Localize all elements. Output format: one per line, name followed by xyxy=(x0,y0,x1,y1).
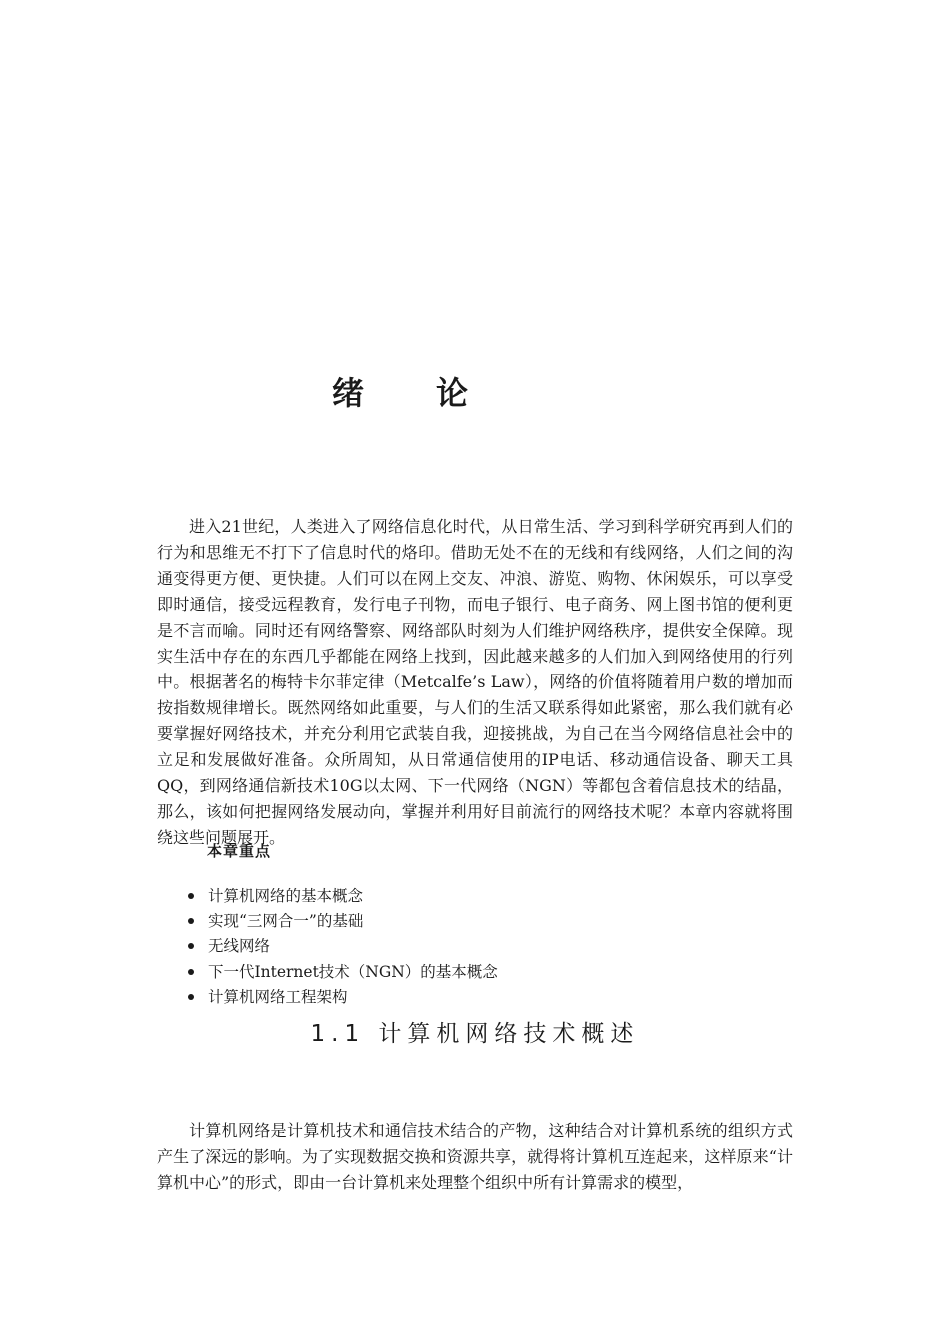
list-item-text: 下一代Internet技术（NGN）的基本概念 xyxy=(208,962,498,981)
section-heading: 1.1 计算机网络技术概述 xyxy=(310,1021,640,1047)
list-item xyxy=(186,934,498,959)
bullet-icon xyxy=(188,969,194,975)
bullet-icon xyxy=(188,893,194,899)
list-item xyxy=(186,960,498,985)
intro-paragraph: 进入21世纪，人类进入了网络信息化时代，从日常生活、学习到科学研究再到人们的行为和思维无不打下了信息时代的烙印。借助无处不在的无线和有线网络，人们之间的沟通变得更方便、更快捷。人们可以在网上交友、冲浪、游览、购物、休闲娱乐，可以享受即时通信，接受远程教育，发行电子刊物，而电子银行、电子商务、网上图书馆的便利更是不言而喻。同时还有网络警察、网络部队时刻为人们维护网络秩序，提供安全保障。现实生活中存在的东西几乎都能在网络上找到，因此越来越多的人们加入到网络使用的行列中。根据著名的梅特卡尔菲定律（Metcalfe’s Law），网络的价值将随着用户数的增加而按指数规律增长。既然网络如此重要，与人们的生活又联系得如此紧密，那么我们就有必要掌握好网络技术，并充分利用它武装自我，迎接挑战，为自己在当今网络信息社会中的立足和发展做好准备。众所周知，从日常通信使用的IP电话、移动通信设备、聊天工具QQ，到网络通信新技术10G以太网、下一代网络（NGN）等都包含着信息技术的结晶，那么，该如何把握网络发展动向，掌握并利用好目前流行的网络技术呢？本章内容就将围绕这些问题展开。 xyxy=(157,517,793,847)
list-item-text: 计算机网络的基本概念 xyxy=(208,887,364,905)
bullet-icon xyxy=(188,918,194,924)
list-item-text: 实现“三网合一”的基础 xyxy=(208,912,364,931)
list-item xyxy=(186,985,498,1010)
list-item xyxy=(186,884,498,909)
section-paragraph: 计算机网络是计算机技术和通信技术结合的产物，这种结合对计算机系统的组织方式产生了深远的影响。为了实现数据交换和资源共享，就得将计算机互连起来，这样原来“计算机中心”的形式，即由一台计算机来处理整个组织中所有计算需求的模型， xyxy=(157,1121,793,1192)
list-item-text: 无线网络 xyxy=(208,937,271,956)
key-points-list xyxy=(186,884,498,1010)
key-points-heading: 本章重点 xyxy=(207,842,272,860)
bullet-icon xyxy=(188,943,194,949)
list-item xyxy=(186,909,498,934)
bullet-icon xyxy=(188,994,194,1000)
chapter-title: 绪论 xyxy=(331,374,540,412)
list-item-text: 计算机网络工程架构 xyxy=(208,987,348,1006)
